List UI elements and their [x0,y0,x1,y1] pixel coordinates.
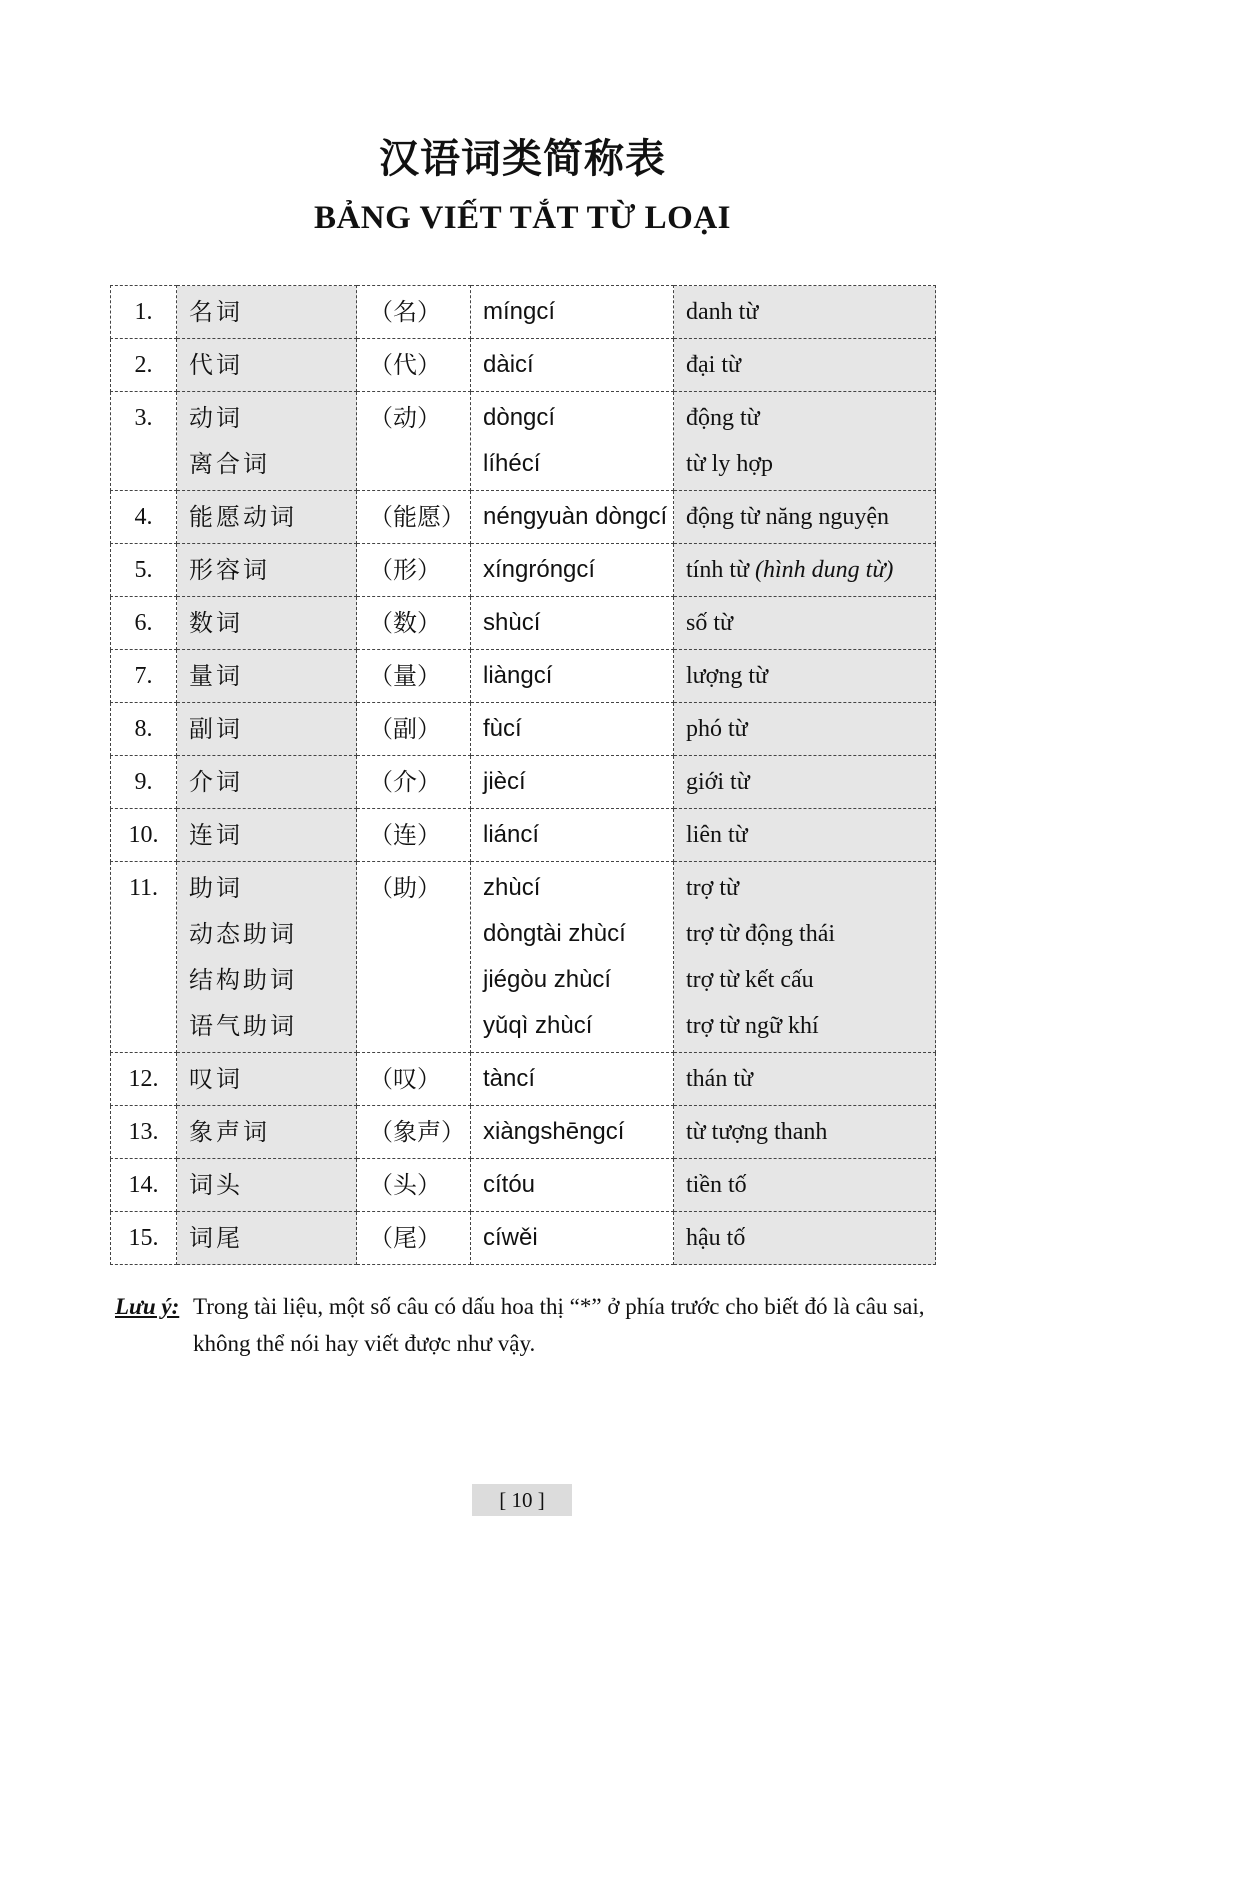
row-number-cell [111,286,177,339]
vietnamese-term: trợ từ kết cấu [686,967,814,993]
row-number: 9. [134,769,153,795]
pinyin-cell [471,339,674,392]
vietnamese-term: đại từ [686,352,741,378]
abbreviation-cell [357,1106,471,1159]
chinese-term-cell [177,756,357,809]
chinese-term: 形容词 [189,556,270,584]
vietnamese-term: động từ năng nguyện [686,504,889,530]
chinese-term: 连词 [189,821,243,849]
vietnamese-term-cell [674,809,936,862]
row-number: 13. [128,1119,159,1145]
abbreviation: （介） [369,768,441,796]
pinyin-cell [471,650,674,703]
table-row [111,703,936,756]
chinese-term: 名词 [189,298,243,326]
row-number: 6. [134,610,153,636]
chinese-term: 象声词 [189,1118,270,1146]
abbreviation: （代） [369,351,441,379]
pinyin-cell [471,1053,674,1106]
chinese-term: 离合词 [189,450,270,478]
row-number: 10. [128,822,159,848]
vietnamese-term: thán từ [686,1066,753,1092]
abbreviation: （数） [369,609,441,637]
pinyin-term: shùcí [483,609,541,636]
pinyin-cell [471,491,674,544]
pinyin-term: cíwěi [483,1224,538,1251]
pinyin-cell [471,703,674,756]
pinyin-term: dàicí [483,351,534,378]
abbreviation-cell [357,809,471,862]
chinese-term-cell [177,1159,357,1212]
vietnamese-term-cell [674,544,936,597]
pinyin-cell [471,809,674,862]
chinese-term: 代词 [189,351,243,379]
vietnamese-term-cell [674,1212,936,1265]
page-number: [ 10 ] [472,1484,572,1516]
table-row [111,862,936,1053]
pinyin-term: liáncí [483,821,540,848]
abbreviation-cell [357,597,471,650]
row-number-cell [111,809,177,862]
table-row [111,1106,936,1159]
vietnamese-term: trợ từ ngữ khí [686,1013,819,1039]
vietnamese-term: từ tượng thanh [686,1119,828,1145]
row-number-cell [111,1106,177,1159]
vietnamese-term-cell [674,491,936,544]
vietnamese-term-cell [674,862,936,1053]
abbreviation-cell [357,756,471,809]
row-number-cell [111,650,177,703]
row-number-cell [111,544,177,597]
pinyin-term: xiàngshēngcí [483,1118,625,1145]
abbreviation-cell [357,286,471,339]
row-number: 14. [128,1172,159,1198]
row-number: 2. [134,352,153,378]
chinese-term: 量词 [189,662,243,690]
row-number-cell [111,491,177,544]
table-row [111,1053,936,1106]
table-row [111,809,936,862]
row-number: 5. [134,557,153,583]
chinese-term: 叹词 [189,1065,243,1093]
vietnamese-term: trợ từ động thái [686,921,836,947]
row-number-cell [111,1212,177,1265]
vietnamese-term-cell [674,1053,936,1106]
vietnamese-term [686,547,923,593]
pinyin-cell [471,597,674,650]
vietnamese-term-cell [674,339,936,392]
chinese-term: 能愿动词 [189,503,297,531]
row-number-cell [111,1053,177,1106]
abbreviation-cell [357,392,471,491]
word-class-table-body [111,286,936,1265]
chinese-term-cell [177,1106,357,1159]
row-number: 8. [134,716,153,742]
pinyin-cell [471,1212,674,1265]
chinese-term-cell [177,809,357,862]
pinyin-term: líhécí [483,450,541,477]
title-vietnamese: BẢNG VIẾT TẮT TỪ LOẠI [313,200,732,236]
table-row [111,286,936,339]
abbreviation-cell [357,339,471,392]
abbreviation: （象声） [369,1118,465,1146]
vietnamese-term: lượng từ [686,663,769,689]
vietnamese-term-cell [674,392,936,491]
chinese-term-cell [177,392,357,491]
pinyin-cell [471,1159,674,1212]
row-number: 1. [134,299,153,325]
chinese-term-cell [177,544,357,597]
row-number: 15. [128,1225,159,1251]
note [115,1288,945,1362]
vietnamese-term-cell [674,1106,936,1159]
abbreviation: （尾） [369,1224,441,1252]
abbreviation: （能愿） [369,503,465,531]
chinese-term: 结构助词 [189,966,297,994]
row-number-cell [111,756,177,809]
chinese-term: 词尾 [189,1224,243,1252]
vietnamese-term-cell [674,703,936,756]
vietnamese-term-cell [674,650,936,703]
chinese-term-cell [177,1053,357,1106]
chinese-term-cell [177,650,357,703]
pinyin-term: tàncí [483,1065,536,1092]
vietnamese-term-cell [674,756,936,809]
pinyin-term: liàngcí [483,662,553,689]
vietnamese-term-cell [674,1159,936,1212]
vietnamese-term-cell [674,286,936,339]
table-row [111,1159,936,1212]
pinyin-cell [471,544,674,597]
pinyin-term: jiégòu zhùcí [483,966,612,993]
abbreviation: （叹） [369,1065,441,1093]
vietnamese-term-main: tính từ [686,557,750,583]
chinese-term-cell [177,862,357,1053]
chinese-term: 动词 [189,404,243,432]
row-number: 4. [134,504,153,530]
table-row [111,339,936,392]
vietnamese-term: hậu tố [686,1225,746,1251]
pinyin-term: dòngcí [483,404,556,431]
abbreviation-cell [357,491,471,544]
title-chinese: 汉语词类简称表 [379,135,666,182]
chinese-term-cell [177,597,357,650]
vietnamese-term: số từ [686,610,734,636]
pinyin-cell [471,392,674,491]
row-number: 11. [128,875,159,901]
abbreviation-cell [357,1159,471,1212]
vietnamese-term: động từ [686,405,760,431]
table-row [111,597,936,650]
pinyin-term: cítóu [483,1171,536,1198]
word-class-table [110,285,936,1265]
chinese-term: 数词 [189,609,243,637]
pinyin-term: zhùcí [483,874,541,901]
chinese-term: 动态助词 [189,920,297,948]
row-number-cell [111,597,177,650]
row-number: 7. [134,663,153,689]
pinyin-term: xíngróngcí [483,556,596,583]
pinyin-term: fùcí [483,715,522,742]
pinyin-cell [471,1106,674,1159]
chinese-term: 助词 [189,874,243,902]
row-number: 12. [128,1066,159,1092]
pinyin-term: néngyuàn dòngcí [483,503,668,530]
pinyin-cell [471,756,674,809]
abbreviation: （名） [369,298,441,326]
abbreviation: （助） [369,874,441,902]
chinese-term: 介词 [189,768,243,796]
chinese-term: 词头 [189,1171,243,1199]
vietnamese-term: trợ từ [686,875,740,901]
pinyin-term: dòngtài zhùcí [483,920,626,947]
vietnamese-term: từ ly hợp [686,451,774,477]
abbreviation: （连） [369,821,441,849]
vietnamese-term: giới từ [686,769,750,795]
pinyin-cell [471,286,674,339]
pinyin-term: jiècí [483,768,526,795]
row-number-cell [111,1159,177,1212]
vietnamese-term: tiền tố [686,1172,747,1198]
abbreviation: （动） [369,404,441,432]
vietnamese-term: liên từ [686,822,748,848]
table-row [111,1212,936,1265]
note-text: Trong tài liệu, một số câu có dấu hoa thị “*” ở phía trước cho biết đó là câu sai, không thể nói hay viết được như vậy. [193,1294,925,1356]
row-number-cell [111,339,177,392]
abbreviation: （副） [369,715,441,743]
vietnamese-term-cell [674,597,936,650]
table-row [111,392,936,491]
abbreviation: （形） [369,556,441,584]
table-row [111,650,936,703]
chinese-term-cell [177,286,357,339]
chinese-term: 副词 [189,715,243,743]
table-row [111,544,936,597]
chinese-term-cell [177,1212,357,1265]
chinese-term-cell [177,491,357,544]
abbreviation-cell [357,862,471,1053]
chinese-term-cell [177,703,357,756]
abbreviation: （量） [369,662,441,690]
chinese-term-cell [177,339,357,392]
abbreviation-cell [357,544,471,597]
vietnamese-term-alt: (hình dung từ) [755,557,894,583]
table-row [111,491,936,544]
row-number-cell [111,392,177,491]
row-number: 3. [134,405,153,431]
pinyin-term: yǔqì zhùcí [483,1012,593,1039]
chinese-term: 语气助词 [189,1012,297,1040]
pinyin-cell [471,862,674,1053]
table-row [111,756,936,809]
abbreviation: （头） [369,1171,441,1199]
vietnamese-term: danh từ [686,299,759,325]
abbreviation-cell [357,650,471,703]
abbreviation-cell [357,1212,471,1265]
abbreviation-cell [357,703,471,756]
pinyin-term: míngcí [483,298,556,325]
abbreviation-cell [357,1053,471,1106]
row-number-cell [111,862,177,1053]
note-label: Lưu ý: [115,1294,180,1319]
row-number-cell [111,703,177,756]
vietnamese-term: phó từ [686,716,748,742]
